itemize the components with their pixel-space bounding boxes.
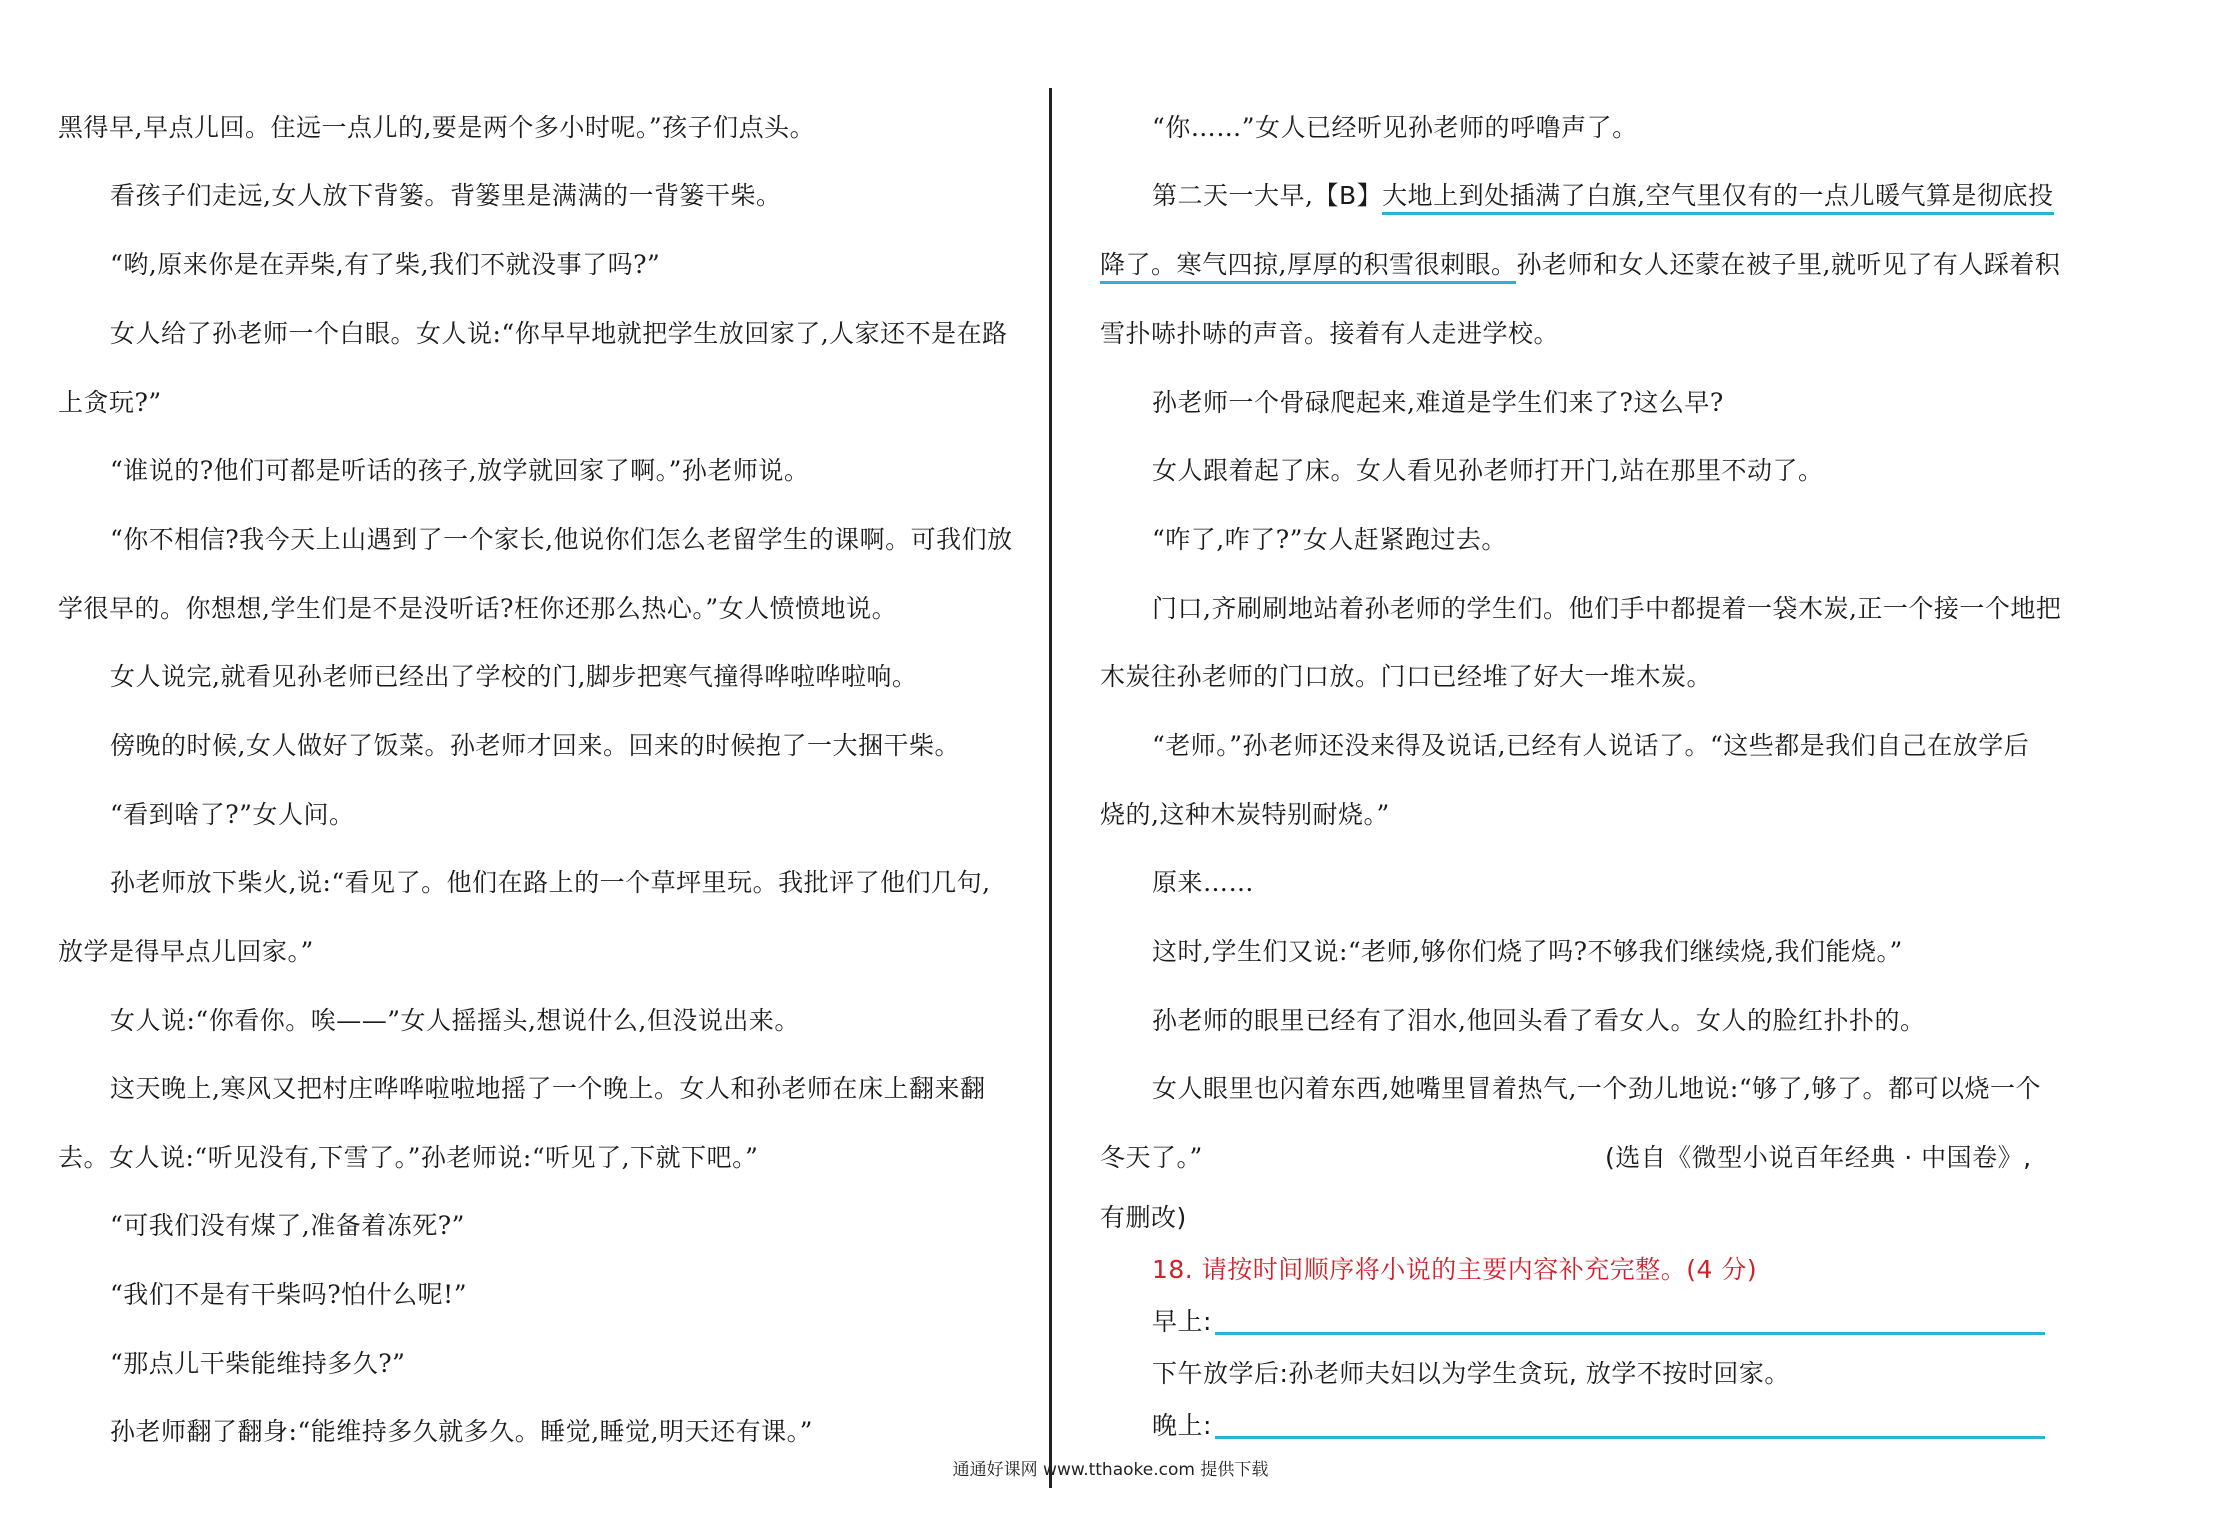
underlined-sentence: 大地上到处插满了白旗,空气里仅有的一点儿暖气算是彻底投 [1382, 181, 2053, 215]
marker-b: 【B】 [1313, 181, 1383, 210]
morning-label: 早上: [1152, 1307, 1212, 1336]
text-line: 孙老师放下柴火,说:“看见了。他们在路上的一个草坪里玩。我批评了他们几句, [110, 868, 991, 897]
text-line: “那点儿干柴能维持多久?” [110, 1349, 406, 1378]
text-line: 冬天了。” [1100, 1143, 1203, 1172]
text-line: “看到啥了?”女人问。 [110, 800, 355, 829]
evening-answer-field[interactable] [1215, 1436, 2045, 1439]
column-divider [1049, 88, 1052, 1488]
footer-credit: 通通好课网 www.tthaoke.com 提供下载 [952, 1460, 1269, 1480]
text-line: 这时,学生们又说:“老师,够你们烧了吗?不够我们继续烧,我们能烧。” [1152, 937, 1903, 966]
text-line: 孙老师一个骨碌爬起来,难道是学生们来了?这么早? [1152, 388, 1724, 417]
text-line: “咋了,咋了?”女人赶紧跑过去。 [1152, 525, 1507, 554]
morning-answer-field[interactable] [1215, 1332, 2045, 1335]
source-citation: (选自《微型小说百年经典 · 中国卷》, [1605, 1143, 2032, 1172]
text-line: “我们不是有干柴吗?怕什么呢!” [110, 1280, 468, 1309]
text-line: “谁说的?他们可都是听话的孩子,放学就回家了啊。”孙老师说。 [110, 456, 810, 485]
evening-label: 晚上: [1152, 1411, 1212, 1440]
text-line: 孙老师翻了翻身:“能维持多久就多久。睡觉,睡觉,明天还有课。” [110, 1417, 813, 1446]
underlined-sentence: 降了。寒气四掠,厚厚的积雪很刺眼。 [1100, 250, 1516, 284]
afternoon-line: 下午放学后:孙老师夫妇以为学生贪玩, 放学不按时回家。 [1152, 1359, 1790, 1388]
text-line: 傍晚的时候,女人做好了饭菜。孙老师才回来。回来的时候抱了一大捆干柴。 [110, 731, 960, 760]
text-line: 门口,齐刷刷地站着孙老师的学生们。他们手中都提着一袋木炭,正一个接一个地把 [1152, 594, 2062, 623]
text-line [1152, 176, 2054, 212]
text-line: “哟,原来你是在弄柴,有了柴,我们不就没事了吗?” [110, 250, 661, 279]
text-line: 女人给了孙老师一个白眼。女人说:“你早早地就把学生放回家了,人家还不是在路 [110, 319, 1008, 348]
text-line: 女人跟着起了床。女人看见孙老师打开门,站在那里不动了。 [1152, 456, 1824, 485]
source-citation: 有删改) [1100, 1203, 1187, 1232]
text-line: 原来…… [1152, 868, 1255, 897]
text-line: 女人眼里也闪着东西,她嘴里冒着热气,一个劲儿地说:“够了,够了。都可以烧一个 [1152, 1074, 2042, 1103]
text-line: 女人说完,就看见孙老师已经出了学校的门,脚步把寒气撞得哗啦哗啦响。 [110, 662, 918, 691]
text-line: “你……”女人已经听见孙老师的呼噜声了。 [1152, 113, 1638, 142]
text-line: 上贪玩?” [58, 388, 162, 417]
text-line: “老师。”孙老师还没来得及说话,已经有人说话了。“这些都是我们自己在放学后 [1152, 731, 2030, 760]
text-span: 孙老师和女人还蒙在被子里,就听见了有人踩着积 [1516, 250, 2061, 279]
text-line: “可我们没有煤了,准备着冻死?” [110, 1211, 465, 1240]
text-line [1100, 245, 2060, 281]
text-line: 这天晚上,寒风又把村庄哗哗啦啦地摇了一个晚上。女人和孙老师在床上翻来翻 [110, 1074, 986, 1103]
text-line: 雪扑哧扑哧的声音。接着有人走进学校。 [1100, 319, 1560, 348]
text-line: 看孩子们走远,女人放下背篓。背篓里是满满的一背篓干柴。 [110, 181, 782, 210]
text-line: 孙老师的眼里已经有了泪水,他回头看了看女人。女人的脸红扑扑的。 [1152, 1006, 1926, 1035]
text-line: 黑得早,早点儿回。住远一点儿的,要是两个多小时呢。”孩子们点头。 [58, 113, 816, 142]
text-line: 烧的,这种木炭特别耐烧。” [1100, 800, 1390, 829]
text-line: 女人说:“你看你。唉——”女人摇摇头,想说什么,但没说出来。 [110, 1006, 800, 1035]
text-line: 学很早的。你想想,学生们是不是没听话?枉你还那么热心。”女人愤愤地说。 [58, 594, 898, 623]
text-line: “你不相信?我今天上山遇到了一个家长,他说你们怎么老留学生的课啊。可我们放 [110, 525, 1013, 554]
text-span: 第二天一大早, [1152, 181, 1314, 210]
text-line: 木炭往孙老师的门口放。门口已经堆了好大一堆木炭。 [1100, 662, 1713, 691]
question-18-title: 18. 请按时间顺序将小说的主要内容补充完整。(4 分) [1152, 1255, 1758, 1284]
text-line: 放学是得早点儿回家。” [58, 937, 314, 966]
text-line: 去。女人说:“听见没有,下雪了。”孙老师说:“听见了,下就下吧。” [58, 1143, 759, 1172]
